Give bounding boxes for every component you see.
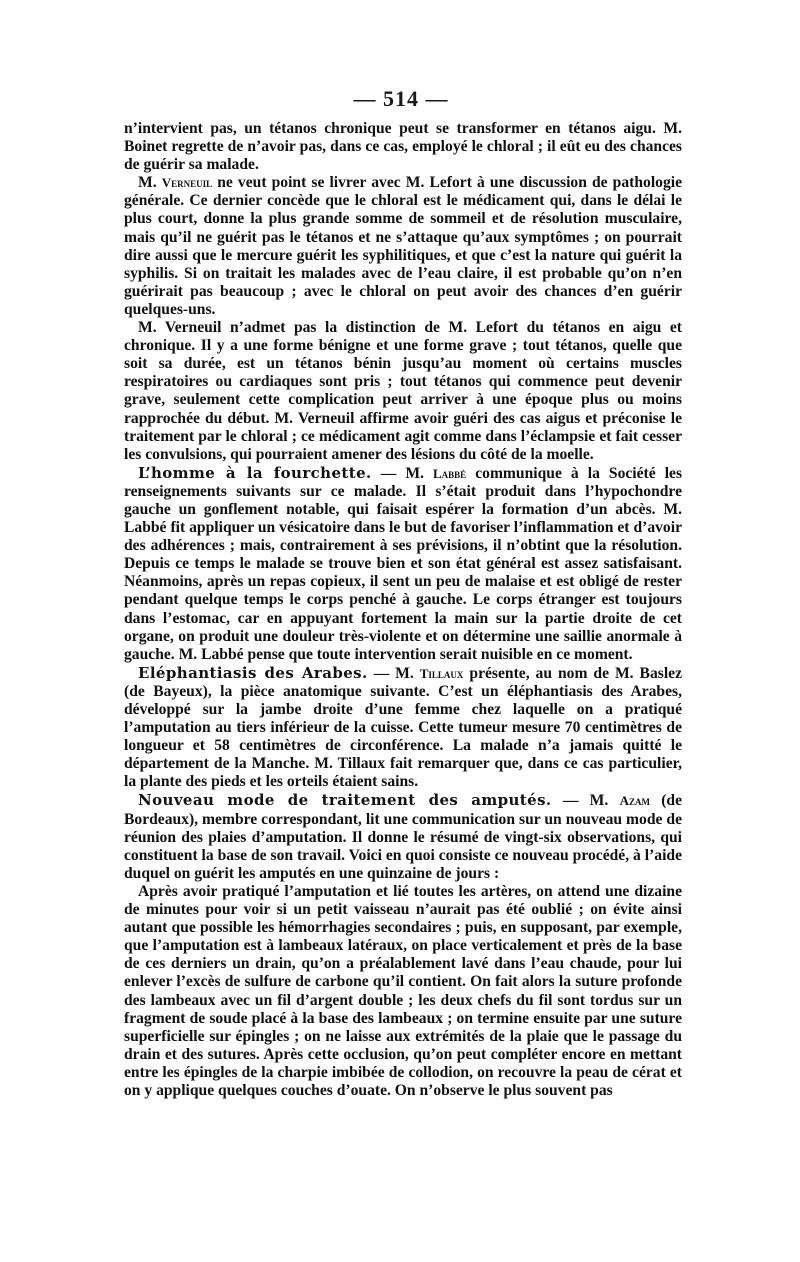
paragraph-text: M. Verneuil n’admet pas la distinction de M. Lefort du tétanos en aigu et chronique. Il y a une forme bénigne et une forme grave ; tout tétanos, quelle que soit sa durée, est un tétanos bénin jusqu’au moment où certains muscles respiratoires ou cardiaques sont pris ; tout tétanos qui commence peut devenir grave, seulement cette complication peut arriver à une époque plus ou moins rapprochée du début. M. Verneuil affirme avoir guéri des cas aigus et préconise le traitement par le chloral ; ce médicament agit comme dans l’éclampsie et fait cesser les convulsions, qui pourraient amener des lésions du côté de la moelle. — [124, 319, 682, 463]
paragraph — [124, 319, 682, 464]
paragraph-text: — M. — [371, 464, 433, 482]
paragraph-text: n’intervient pas, un tétanos chronique peut se transformer en tétanos aigu. M. Boinet regrette de n’avoir pas, dans ce cas, employé le chloral ; il eût eu des chances de guérir sa malade. — [124, 120, 682, 174]
section-title: Nouveau mode de traitement des amputés. — [138, 791, 552, 810]
paragraph-text: — M. — [367, 664, 420, 682]
paragraph-text: Après avoir pratiqué l’amputation et lié toutes les artères, on attend une dizaine de minutes pour voir si un petit vaisseau n’aurait pas été oublié ; on évite ainsi autant que possible les hémorrhagies secondaires ; puis, en supposant, par exemple, que l’amputation est à lambeaux latéraux, on place verticalement et près de la base de ces derniers un drain, qu’on a préalablement lavé dans l’eau chaude, pour lui enlever l’excès de sulfure de carbone qu’il contient. On fait alors la suture profonde des lambeaux avec un fil d’argent double ; les deux chefs du fil sont tordus sur un fragment de soude placé à la base des lambeaux ; on termine ensuite par une suture superficielle sur épingles ; on ne laisse aux extrémités de la plaie que le passage du drain et des sutures. Après cette occlusion, qu’on peut compléter encore en mettant entre les épingles de la charpie imbibée de collodion, on recouvre la peau de cérat et on y applique quelques couches d’ouate. On n’observe le plus souvent pas — [124, 882, 682, 1099]
paragraph — [124, 120, 682, 174]
paragraph-text: communique à la Société les renseignements suivants sur ce malade. Il s’était produit dans l’hypochondre gauche un gonflement notable, qui faisait espérer la formation d’un abcès. M. Labbé fit appliquer un vésicatoire dans le but de favoriser l’inflammation et d’avoir des adhérences ; mais, contrairement à ses prévisions, il n’obtint que la résolution. Depuis ce temps le malade se trouve bien et son état général est assez satisfaisant. Néanmoins, après un repas copieux, il sent un peu de malaise et est obligé de rester pendant quelque temps le corps penché à gauche. Le corps étranger est toujours dans l’estomac, car en appuyant fortement la main sur la partie droite de cet organe, on produit une douleur très-violente et on détermine une saillie anormale à gauche. M. Labbé pense que toute intervention serait nuisible en ce moment. — [124, 464, 683, 663]
section-title: Eléphantiasis des Arabes. — [138, 663, 368, 682]
paragraph-text: M. — [138, 174, 162, 192]
author-name: Verneuil — [161, 175, 213, 191]
paragraph-text: — M. — [551, 792, 620, 810]
paragraph-text: ne veut point se livrer avec M. Lefort à une discussion de pathologie générale. Ce dernier concède que le chloral est le médicament qui, dans le délai le plus court, donne la plus grande somme de sommeil et de résolution musculaire, mais qu’il ne guérit pas le tétanos et ne s’attaque qu’aux symptômes ; on pourrait dire aussi que le mercure guérit les syphilitiques, et que c’est la nature qui guérit la syphilis. Si on traitait les malades avec de l’eau claire, il est probable qu’on n’en guérirait pas beaucoup ; avec le chloral on peut avoir des chances d’en guérir quelques-uns. — [124, 174, 682, 318]
paragraph — [124, 883, 682, 1100]
page-number: — 514 — — [353, 86, 449, 111]
body-text — [124, 120, 682, 1100]
section-paragraph — [124, 464, 682, 664]
author-name: Labbé — [433, 465, 467, 481]
paragraph — [124, 174, 682, 319]
author-name: Tillaux — [419, 665, 464, 681]
paragraph-text: présente, au nom de M. Baslez (de Bayeux), la pièce anatomique suivante. C’est un éléphantiasis des Arabes, développé sur la jambe droite d’une femme chez laquelle on a pratiqué l’amputation au tiers inférieur de la cuisse. Cette tumeur mesure 70 centimètres de longueur et 58 centimètres de circonférence. La malade n’a jamais quitté le département de la Manche. M. Tillaux fait remarquer que, dans ce cas particulier, la plante des pieds et les orteils étaient sains. — [124, 664, 682, 791]
section-paragraph — [124, 664, 682, 792]
section-title: L’homme à la fourchette. — [138, 463, 372, 482]
section-paragraph — [124, 791, 682, 882]
paragraph-text: (de Bordeaux), membre correspondant, lit une communication sur un nouveau mode de réunion des plaies d’amputation. Il donne le résumé de vingt-six observations, qui constituent la base de son travail. Voici en quoi consiste ce nouveau procédé, à l’aide duquel on guérit les amputés en une quinzaine de jours : — [124, 792, 683, 882]
author-name: Azam — [619, 793, 650, 809]
